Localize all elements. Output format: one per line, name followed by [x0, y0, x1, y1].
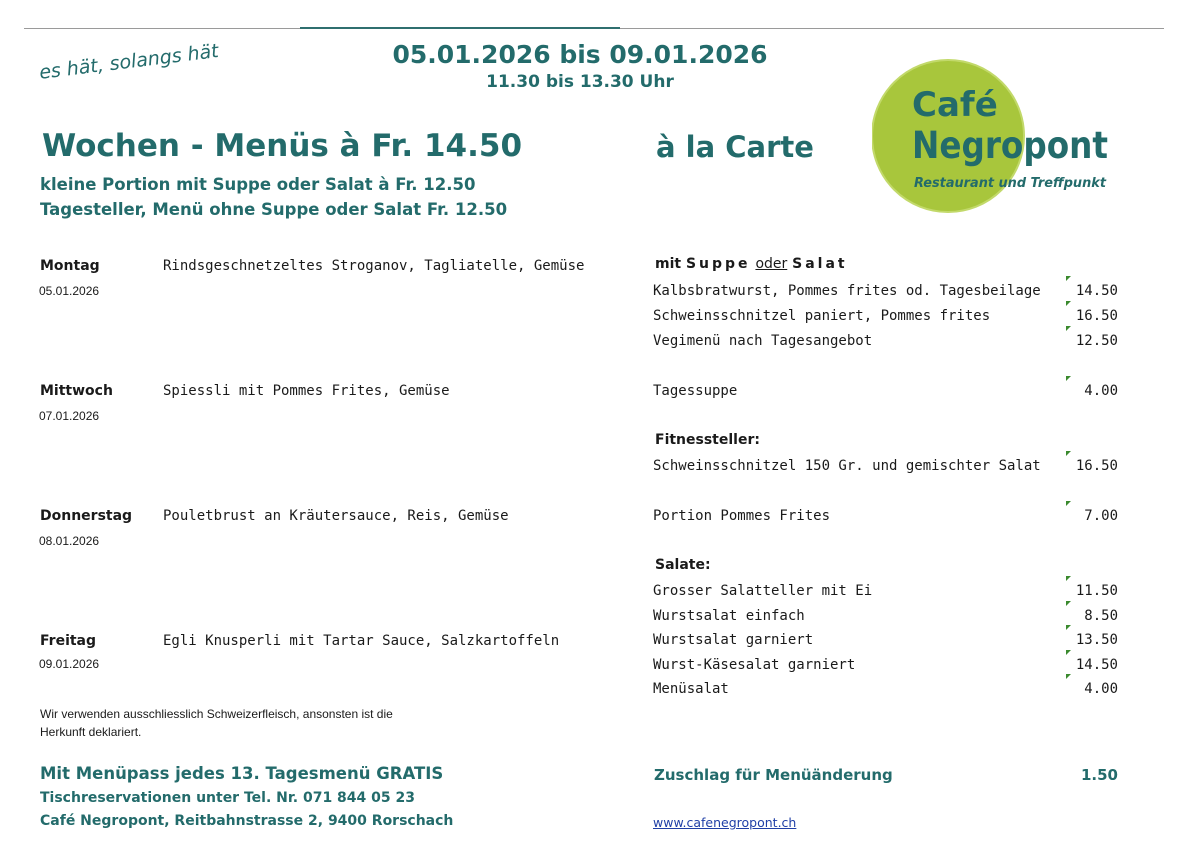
- date-range: 05.01.2026 bis 09.01.2026: [392, 40, 768, 69]
- carte-price: 7.00: [1084, 508, 1118, 524]
- carte-price: 16.50: [1075, 308, 1118, 324]
- time-range: 11.30 bis 13.30 Uhr: [486, 72, 674, 92]
- cell-marker: [1066, 276, 1071, 281]
- menu-pass-note: Mit Menüpass jedes 13. Tagesmenü GRATIS: [40, 764, 444, 783]
- carte-item: Schweinsschnitzel paniert, Pommes frites: [653, 308, 991, 324]
- day-date: 09.01.2026: [39, 657, 100, 671]
- menu-change-surcharge-price: 1.50: [1080, 766, 1118, 784]
- day-dish: Spiessli mit Pommes Frites, Gemüse: [163, 383, 450, 399]
- cell-marker: [1066, 376, 1071, 381]
- day-label: Freitag: [40, 633, 97, 649]
- cell-marker: [1066, 301, 1071, 306]
- cafe-negropont-logo: [872, 58, 1122, 214]
- carte-item: Wurstsalat garniert: [653, 632, 814, 648]
- note-line1: Wir verwenden ausschliesslich Schweizerfleisch, ansonsten ist die: [40, 707, 393, 721]
- cell-marker: [1066, 326, 1071, 331]
- cell-marker: [1066, 576, 1071, 581]
- section-mit: mit: [655, 256, 682, 272]
- section-oder: oder: [755, 256, 788, 272]
- carte-item: Wurst-Käsesalat garniert: [653, 657, 856, 673]
- carte-price: 4.00: [1084, 681, 1118, 697]
- top-divider-accent: [300, 27, 620, 29]
- carte-price: 14.50: [1075, 283, 1118, 299]
- cell-marker: [1066, 674, 1071, 679]
- day-date: 07.01.2026: [39, 409, 100, 423]
- carte-item: Kalbsbratwurst, Pommes frites od. Tagesbeilage: [653, 283, 1041, 299]
- day-dish: Pouletbrust an Kräutersauce, Reis, Gemüse: [163, 508, 509, 524]
- day-plate-note: Tagesteller, Menü ohne Suppe oder Salat Fr. 12.50: [40, 200, 508, 219]
- cell-marker: [1066, 601, 1071, 606]
- a-la-carte-title: à la Carte: [656, 130, 814, 164]
- day-date: 05.01.2026: [39, 284, 100, 298]
- website-link[interactable]: www.cafenegropont.ch: [653, 815, 797, 830]
- carte-item: Portion Pommes Frites: [653, 508, 831, 524]
- carte-item: Menüsalat: [653, 681, 729, 697]
- carte-item: Schweinsschnitzel 150 Gr. und gemischter Salat: [653, 458, 1041, 474]
- fitness-title: Fitnessteller:: [655, 432, 760, 448]
- meat-origin-note: [40, 705, 490, 741]
- carte-item: Vegimenü nach Tagesangebot: [653, 333, 873, 349]
- small-portion-note: kleine Portion mit Suppe oder Salat à Fr. 12.50: [40, 175, 476, 194]
- carte-item: Grosser Salatteller mit Ei: [653, 583, 873, 599]
- salate-title: Salate:: [655, 557, 711, 573]
- cell-marker: [1066, 501, 1071, 506]
- address: Café Negropont, Reitbahnstrasse 2, 9400 Rorschach: [40, 813, 454, 829]
- carte-price: 12.50: [1075, 333, 1118, 349]
- logo-line1: Café: [912, 85, 998, 125]
- menu-change-surcharge-label: Zuschlag für Menüänderung: [654, 766, 893, 784]
- carte-price: 16.50: [1075, 458, 1118, 474]
- carte-price: 4.00: [1084, 383, 1118, 399]
- carte-item: Wurstsalat einfach: [653, 608, 805, 624]
- carte-price: 8.50: [1084, 608, 1118, 624]
- section-with-soup-or-salad: [655, 256, 848, 272]
- carte-price: 14.50: [1075, 657, 1118, 673]
- carte-price: 11.50: [1075, 583, 1118, 599]
- section-suppe: Suppe: [685, 256, 751, 272]
- cell-marker: [1066, 451, 1071, 456]
- carte-item: Tagessuppe: [653, 383, 738, 399]
- logo-line2: Negropont: [912, 124, 1108, 167]
- day-label: Mittwoch: [40, 383, 113, 399]
- cell-marker: [1066, 625, 1071, 630]
- day-date: 08.01.2026: [39, 534, 100, 548]
- day-dish: Rindsgeschnetzeltes Stroganov, Tagliatelle, Gemüse: [163, 258, 585, 274]
- day-label: Donnerstag: [40, 508, 133, 524]
- reservation-note: Tischreservationen unter Tel. Nr. 071 844 05 23: [40, 790, 415, 806]
- section-salat: Salat: [792, 256, 848, 272]
- weekly-menu-title: Wochen - Menüs à Fr. 14.50: [42, 128, 523, 164]
- day-label: Montag: [40, 258, 100, 274]
- day-dish: Egli Knusperli mit Tartar Sauce, Salzkartoffeln: [163, 633, 560, 649]
- carte-price: 13.50: [1075, 632, 1118, 648]
- cell-marker: [1066, 650, 1071, 655]
- slogan: es hät, solangs hät: [38, 40, 220, 84]
- note-line2: Herkunft deklariert.: [40, 725, 142, 739]
- logo-tagline: Restaurant und Treffpunkt: [914, 176, 1107, 191]
